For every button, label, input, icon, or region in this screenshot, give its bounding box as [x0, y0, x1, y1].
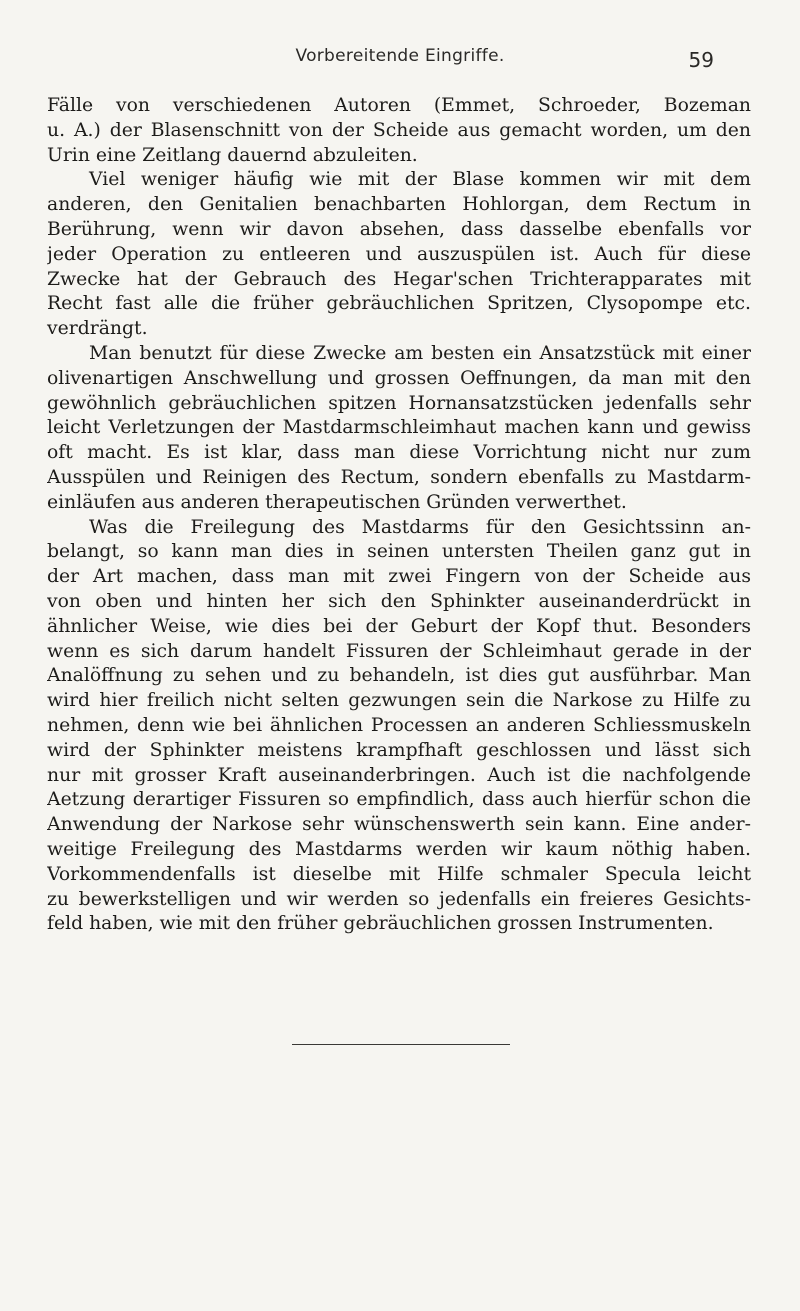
text-line: u. A.) der Blasenschnitt von der Scheide aus gemacht worden, um den — [47, 119, 751, 141]
text-line: nehmen, denn wie bei ähnlichen Processen an anderen Schliessmuskeln — [47, 714, 751, 736]
text-line: verdrängt. — [47, 318, 148, 340]
text-line: belangt, so kann man dies in seinen untersten Theilen ganz gut in — [47, 541, 751, 563]
text-line: der Art machen, dass man mit zwei Fingern von der Scheide aus — [47, 566, 751, 588]
text-line: wird der Sphinkter meistens krampfhaft geschlossen und lässt sich — [47, 739, 751, 761]
text-line: wird hier freilich nicht selten gezwungen sein die Narkose zu Hilfe zu — [47, 690, 751, 712]
text-line: Vorkommendenfalls ist dieselbe mit Hilfe schmaler Specula leicht — [47, 863, 751, 885]
section-end-rule — [292, 1044, 510, 1045]
text-line: Was die Freilegung des Mastdarms für den Gesichtssinn an- — [89, 516, 751, 538]
text-line: Zwecke hat der Gebrauch des Hegar'schen Trichterapparates mit — [47, 268, 751, 290]
text-line: Analöffnung zu sehen und zu behandeln, ist dies gut ausführbar. Man — [47, 665, 751, 687]
running-header — [0, 46, 800, 76]
text-line: Recht fast alle die früher gebräuchlichen Spritzen, Clysopompe etc. — [47, 293, 751, 315]
text-line: Berührung, wenn wir davon absehen, dass dasselbe ebenfalls vor — [47, 218, 751, 240]
text-line: Fälle von verschiedenen Autoren (Emmet, Schroeder, Bozeman — [47, 95, 751, 116]
text-line: Man benutzt für diese Zwecke am besten ein Ansatzstück mit einer — [89, 342, 751, 364]
text-line: leicht Verletzungen der Mastdarmschleimhaut machen kann und gewiss — [47, 417, 751, 439]
text-line: oft macht. Es ist klar, dass man diese Vorrichtung nicht nur zum — [47, 442, 751, 464]
text-line: Viel weniger häufig wie mit der Blase kommen wir mit dem — [89, 169, 751, 191]
text-line: gewöhnlich gebräuchlichen spitzen Hornansatzstücken jedenfalls sehr — [47, 392, 751, 414]
text-line: wenn es sich darum handelt Fissuren der Schleimhaut gerade in der — [47, 640, 751, 662]
body-text — [47, 94, 751, 937]
text-line: zu bewerkstelligen und wir werden so jedenfalls ein freieres Gesichts- — [47, 888, 751, 910]
text-line: Aetzung derartiger Fissuren so empfindlich, dass auch hierfür schon die — [47, 789, 751, 811]
text-line: ähnlicher Weise, wie dies bei der Geburt der Kopf thut. Besonders — [47, 615, 751, 637]
text-line: jeder Operation zu entleeren und auszuspülen ist. Auch für diese — [47, 243, 751, 265]
running-title: Vorbereitende Eingriffe. — [295, 46, 505, 66]
text-line: Anwendung der Narkose sehr wünschenswerth sein kann. Eine ander- — [47, 814, 751, 836]
text-line: olivenartigen Anschwellung und grossen Oeffnungen, da man mit den — [47, 367, 751, 389]
text-line: Urin eine Zeitlang dauernd abzuleiten. — [47, 144, 418, 166]
text-line: nur mit grosser Kraft auseinanderbringen. Auch ist die nachfolgende — [47, 764, 751, 786]
text-line: von oben und hinten her sich den Sphinkter auseinanderdrückt in — [47, 590, 751, 612]
text-line: anderen, den Genitalien benachbarten Hohlorgan, dem Rectum in — [47, 194, 751, 216]
text-line: weitige Freilegung des Mastdarms werden wir kaum nöthig haben. — [47, 838, 751, 860]
text-line: Ausspülen und Reinigen des Rectum, sondern ebenfalls zu Mastdarm- — [47, 466, 751, 488]
text-line: feld haben, wie mit den früher gebräuchlichen grossen Instrumenten. — [47, 913, 714, 935]
text-line: einläufen aus anderen therapeutischen Gründen verwerthet. — [47, 491, 627, 513]
page-number: 59 — [688, 48, 714, 72]
